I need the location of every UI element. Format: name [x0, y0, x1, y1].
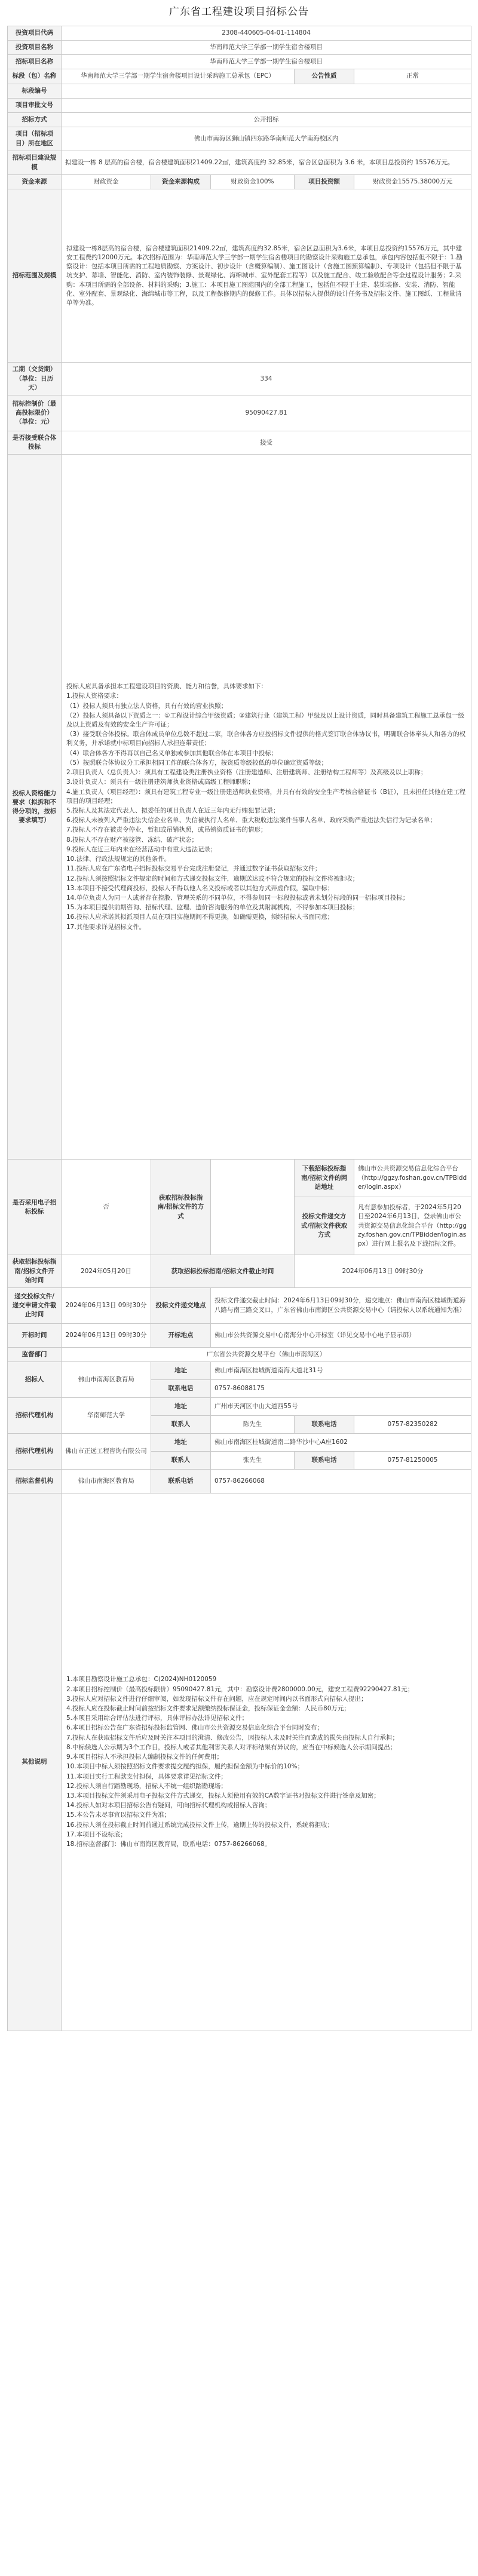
open-place-label: 开标地点: [151, 1324, 211, 1348]
approval-label: 项目审批文号: [8, 98, 62, 112]
row-control-price: [8, 395, 471, 431]
site: 佛山市南海区狮山镇四东路华南师范大学南海校区内: [62, 127, 471, 151]
section-name-label: 标段（包）名称: [8, 69, 62, 84]
elec-label: 是否采用电子招标投标: [8, 1160, 62, 1255]
qualification-lines: [66, 682, 466, 932]
row-submit: [8, 1288, 471, 1324]
agency-label: 招标代理机构: [8, 1398, 62, 1434]
scope-label: 招标范围及规模: [8, 189, 62, 363]
qualification-line: （3）接受联合体投标。联合体成员单位总数不超过二家，联合体各方应按招标文件提供的格式签订联合体协议书，明确联合体牵头人和各方的权利义务，并承诺就中标项目向招标人承担连带责任；: [66, 731, 466, 747]
status-value: 正常: [354, 69, 471, 84]
proxy-phone-label: 联系电话: [295, 1452, 354, 1470]
sup-contact: 0757-86266068: [211, 1470, 471, 1494]
scale-label: 招标项目建设规模: [8, 151, 62, 175]
notes-line: 4.投标人应在投标截止时间前按招标文件要求足额缴纳投标保证金，投标保证金金额：人民币80万元；: [66, 1705, 350, 1713]
notes-line: 6.本项目招标公告在广东省招标投标监管网、佛山市公共资源交易信息化综合平台同时发布；: [66, 1724, 324, 1732]
project-code-label: 投资项目代码: [8, 26, 62, 40]
row-sup: [8, 1470, 471, 1494]
submit-place-label: 投标文件递交地点: [151, 1288, 211, 1324]
row-proxy: [8, 1434, 471, 1452]
row-qualification: [8, 455, 471, 1160]
agency-phone: 0757-82350282: [354, 1416, 471, 1434]
row-supervise: [8, 1348, 471, 1362]
notes-lines: [66, 1675, 466, 1849]
notes-content: [62, 1494, 471, 2031]
tenderer-addr-label: 地址: [151, 1362, 211, 1380]
open-time: 2024年06月13日 09时30分: [62, 1324, 151, 1348]
row-notes: [8, 1494, 471, 2031]
duration-label: 工期（交货期）（单位：日历天）: [8, 363, 62, 395]
get-time-end: 2024年06月13日 09时30分: [295, 1255, 471, 1288]
tender-method-label: 招标方式: [8, 112, 62, 127]
approval: [62, 98, 471, 112]
row-open: [8, 1324, 471, 1348]
site-label: 项目（招标项目）所在地区: [8, 127, 62, 151]
qualification-line: 12.投标人须按照招标文件规定的时间和方式递交投标文件，逾期送达或不符合规定的投标文件将被拒收；: [66, 875, 359, 882]
control-price-label: 招标控制价（最高投标限价）（单位：元）: [8, 395, 62, 431]
notes-line: 18.招标监督部门：佛山市南海区教育局，联系电话：0757-86266068。: [66, 1841, 271, 1848]
submit-deadline-label: 递交投标文件/递交申请文件截止时间: [8, 1288, 62, 1324]
qualification-label: 投标人资格能力要求（拟拆和不得分项的，按标要求填写）: [8, 455, 62, 1160]
notes-line: 15.本公告未尽事宜以招标文件为准；: [66, 1811, 171, 1819]
supervise-value: 广东省公共资源交易平台（佛山市南海区）: [62, 1348, 471, 1362]
notes-line: 17.本项目不设标底；: [66, 1830, 127, 1838]
sup: 佛山市南海区教育局: [62, 1470, 151, 1494]
section-name: 华南师范大学三学部一期学生宿舍楼项目设计采购施工总承包（EPC）: [62, 69, 295, 84]
qualification-line: 2.项目负责人（总负责人）：须具有工程建设类注册执业资格（注册建造师、注册建筑师、注册结构工程师等）及高级及以上职称；: [66, 769, 427, 777]
scale: 拟建设一栋 8 层高的宿舍楼，宿舍楼建筑面积21409.22㎡，建筑高度约 32.85米，宿舍区总面积为 3.6 米，本项目总投资约 15576万元。: [62, 151, 471, 175]
fund-org-label: 资金来源构成: [151, 175, 211, 189]
project-code: 2308-440605-04-01-114804: [62, 26, 471, 40]
notes-line: 8.中标候选人公示期为3个工作日，投标人或者其他利害关系人对评标结果有异议的，应当在中标候选人公示期间提出；: [66, 1743, 397, 1751]
agency-addr: 广州市天河区中山大道西55号: [211, 1398, 471, 1416]
row-scale: [8, 151, 471, 175]
notes-line: 16.投标人须在投标截止时间前通过系统完成投标文件上传，逾期上传的投标文件，系统将拒收；: [66, 1821, 334, 1829]
proxy-label: 招标代理机构: [8, 1434, 62, 1470]
section-code-label: 标段编号: [8, 84, 62, 98]
sup-label: 招标监督机构: [8, 1470, 62, 1494]
qualification-line: 16.投标人应承诺其拟派项目人员在项目实施期间不得更换，如确需更换，须经招标人书面同意；: [66, 913, 334, 921]
agency-contact-label: 联系人: [151, 1416, 211, 1434]
qualification-line: 投标人应具备承担本工程建设项目的资质、能力和信誉，具体要求如下：: [66, 683, 267, 691]
notes-line: 7.投标人在获取招标文件后应及时关注本项目的澄清、修改公告，因投标人未及时关注而造成的损失由投标人自行承担；: [66, 1734, 399, 1741]
proxy: 佛山市正远工程咨询有限公司: [62, 1434, 151, 1470]
notes-line: 12.投标人须自行踏勘现场，招标人不统一组织踏勘现场；: [66, 1782, 227, 1790]
qualification-line: 1.投标人资格要求：: [66, 692, 123, 700]
qualification-line: 10.法律、行政法规规定的其他条件。: [66, 855, 171, 863]
get-time-label: 获取招标投标指南/招标文件开始时间: [8, 1255, 62, 1288]
sup-contact-label: 联系电话: [151, 1470, 211, 1494]
row-fund: [8, 175, 471, 189]
tender-project: 华南师范大学三学部一期学生宿舍楼项目: [62, 55, 471, 69]
notes-label: 其他说明: [8, 1494, 62, 2031]
control-price: 95090427.81: [62, 395, 471, 431]
notes-line: 3.投标人应对招标文件进行仔细审阅，如发现招标文件存在问题，应在规定时间内以书面形式向招标人提出；: [66, 1695, 367, 1703]
qualification-line: 11.投标人应在广东省电子招标投标交易平台完成注册登记，并通过数字证书获取招标文件；: [66, 865, 321, 873]
qualification-line: 6.投标人未被列入严重违法失信企业名单、失信被执行人名单、重大税收违法案件当事人名单、政府采购严重违法失信行为记录名单；: [66, 817, 437, 824]
qualification-line: （4）联合体各方不得再以自己名义单独或参加其他联合体在本项目中投标；: [66, 749, 278, 757]
row-tender-project: [8, 55, 471, 69]
qualification-line: （5）按照联合体协议分工承担相同工作的联合体各方，按资质等级较低的单位确定资质等级；: [66, 759, 328, 766]
row-tenderer: [8, 1362, 471, 1380]
tenderer-phone-label: 联系电话: [151, 1380, 211, 1398]
row-agency: [8, 1398, 471, 1416]
proxy-contact: 张先生: [211, 1452, 295, 1470]
scope: 拟建设一栋8层高的宿舍楼，宿舍楼建筑面积21409.22㎡，建筑高度约32.85米，宿舍区总面积为3.6米，本项目总投资约15576万元，其中建安工程费约12000万元。本次招标范围为：华南师范大学三学部一期学生宿舍楼项目的勘察设计采购施工总承包，承包内容包括但不限于：1.勘察设计：包括本项目所需的工程地质勘察、方案设计、初步设计（含概算编制）、施工图设计（含施工图预算编制）、专项设计（包括但不限于基坑支护、幕墙、智能化、消防、室内装饰装修、景观绿化、海绵城市、室外配套工程等）以及施工配合、竣工验收配合等全过程设计服务；2.采购：本项目所需的全部设备、材料的采购；3.施工：本项目施工图范围内的全部工程施工，包括但不限于土建、装饰装修、安装、消防、智能化、室外配套、景观绿化、海绵城市等工程，以及工程保修期内的保修工作。具体以招标人提供的设计任务书及招标文件、施工图纸、工程量清单等为准。: [62, 189, 471, 363]
project-name-label: 投资项目名称: [8, 40, 62, 54]
duration: 334: [62, 363, 471, 395]
qualification-line: 13.本项目不接受代理商投标，投标人不得以他人名义投标或者以其他方式弄虚作假，骗取中标；: [66, 884, 334, 892]
row-section-name: [8, 69, 471, 84]
tenderer-phone: 0757-86088175: [211, 1380, 471, 1398]
open-time-label: 开标时间: [8, 1324, 62, 1348]
row-project-name: [8, 40, 471, 54]
row-section-code: [8, 84, 471, 98]
submit-value: 凡有意参加投标者，于2024年5月20日至2024年6月13日，登录佛山市公共资源交易信息化综合平台（http://ggzy.foshan.gov.cn/TPBidder/login.aspx）进行网上报名及下载招标文件。: [354, 1197, 471, 1255]
status-label: 公告性质: [295, 69, 354, 84]
qualification-line: 7.投标人不存在被责令停业，暂扣或吊销执照，或吊销资质证书的情形；: [66, 826, 267, 834]
get-method-label: 获取招标投标指南/招标文件的方式: [151, 1160, 211, 1255]
row-approval: [8, 98, 471, 112]
notes-line: 10.本项目中标人须按照招标文件要求提交履约担保，履约担保金额为中标价的10%；: [66, 1763, 304, 1771]
section-code: [62, 84, 471, 98]
tenderer: 佛山市南海区教育局: [62, 1362, 151, 1398]
notes-line: 5.本项目采用综合评估法进行评标，具体评标办法详见招标文件；: [66, 1715, 249, 1722]
get-addr[interactable]: 佛山市公共资源交易信息化综合平台（http://ggzy.foshan.gov.cn/TPBidder/login.aspx）: [354, 1160, 471, 1197]
proxy-addr-label: 地址: [151, 1434, 211, 1452]
row-project-code: [8, 26, 471, 40]
invest-label: 项目投资额: [295, 175, 354, 189]
row-tender-method: [8, 112, 471, 127]
agency-addr-label: 地址: [151, 1398, 211, 1416]
proxy-contact-label: 联系人: [151, 1452, 211, 1470]
get-time-start: 2024年05月20日: [62, 1255, 151, 1288]
agency-contact: 陈先生: [211, 1416, 295, 1434]
submit-label: 投标文件递交方式/招标文件获取方式: [295, 1197, 354, 1255]
tender-project-label: 招标项目名称: [8, 55, 62, 69]
notes-line: 13.本项目投标文件须采用电子投标文件方式递交，投标人须使用有效的CA数字证书对投标文件进行签章及加密；: [66, 1792, 380, 1800]
invest: 财政资金15575.38000万元: [354, 175, 471, 189]
project-name: 华南师范大学三学部一期学生宿舍楼项目: [62, 40, 471, 54]
row-scope: [8, 189, 471, 363]
supervise-label: 监督部门: [8, 1348, 62, 1362]
get-method: [211, 1160, 295, 1255]
get-time-end-label: 获取招标投标指南/招标文件截止时间: [151, 1255, 295, 1288]
tenderer-label: 招标人: [8, 1362, 62, 1398]
row-get-time: [8, 1255, 471, 1288]
notes-line: 14.投标人如对本项目招标公告有疑问，可向招标代理机构或招标人咨询；: [66, 1802, 271, 1810]
qualification-line: 17.其他要求详见招标文件。: [66, 923, 146, 931]
elec-value: 否: [62, 1160, 151, 1255]
page-title: 广东省工程建设项目招标公告: [169, 6, 309, 18]
qualification-line: 3.设计负责人：须具有一级注册建筑师执业资格或高级工程师职称；: [66, 778, 255, 786]
submit-place: 投标文件递交截止时间：2024年6月13日09时30分，递交地点：佛山市南海区桂城街道海八路与南三路交叉口，广东省佛山市南海区公共资源交易中心（请投标人以系统通知为准）: [211, 1288, 471, 1324]
joint: 接受: [62, 431, 471, 455]
joint-label: 是否接受联合体投标: [8, 431, 62, 455]
notes-line: 11.本项目实行工程款支付担保，具体要求详见招标文件；: [66, 1772, 227, 1780]
row-platform: [8, 1160, 471, 1197]
qualification-line: 9.投标人在近三年内未在经营活动中有重大违法记录；: [66, 845, 217, 853]
announcement-table: [7, 26, 471, 2032]
fund-source: 财政资金: [62, 175, 151, 189]
tenderer-addr: 佛山市南海区桂城街道南海大道北31号: [211, 1362, 471, 1380]
qualification-line: 5.投标人及其法定代表人、拟委任的项目负责人在近三年内无行贿犯罪记录；: [66, 806, 280, 814]
agency: 华南师范大学: [62, 1398, 151, 1434]
qualification-line: （1）投标人须具有独立法人资格，具有有效的营业执照；: [66, 702, 228, 710]
open-place: 佛山市公共资源交易中心南海分中心开标室（详见交易中心电子显示屏）: [211, 1324, 471, 1348]
row-duration: [8, 363, 471, 395]
agency-phone-label: 联系电话: [295, 1416, 354, 1434]
get-addr-label: 下载招标投标指南/招标文件的网站地址: [295, 1160, 354, 1197]
qualification-line: 4.施工负责人（项目经理）：须具有建筑工程专业一级注册建造师执业资格，并具有有效的安全生产考核合格证书（B证），且未担任其他在建工程项目的项目经理；: [66, 788, 466, 805]
qualification-line: （2）投标人须具备以下资质之一：①工程设计综合甲级资质；②建筑行业（建筑工程）甲级及以上设计资质，同时具备建筑工程施工总承包一级及以上资质及有效的安全生产许可证；: [66, 712, 465, 729]
qualification-content: [62, 455, 471, 1160]
notes-line: 2.本项目招标控制价（最高投标限价）95090427.81元，其中：勘察设计费2800000.00元，建安工程费92290427.81元；: [66, 1685, 414, 1693]
submit-deadline: 2024年06月13日 09时30分: [62, 1288, 151, 1324]
tender-method: 公开招标: [62, 112, 471, 127]
fund-source-label: 资金来源: [8, 175, 62, 189]
notes-line: 9.本项目招标人不承担投标人编制投标文件的任何费用；: [66, 1753, 223, 1761]
qualification-line: 8.投标人不存在财产被接管、冻结、破产状态；: [66, 836, 198, 844]
notes-line: 1.本项目勘察设计施工总承包：C(2024)NH0120059: [66, 1676, 217, 1683]
fund-org: 财政资金100%: [211, 175, 295, 189]
qualification-line: 15.为本项目提供前期咨询、招标代理、监理、造价咨询服务的单位及其附属机构，不得参加本项目投标；: [66, 904, 359, 912]
row-joint: [8, 431, 471, 455]
proxy-addr: 佛山市南海区桂城街道南二路华沙中心A座1602: [211, 1434, 471, 1452]
qualification-line: 14.单位负责人为同一人或者存在控股、管理关系的不同单位，不得参加同一标段投标或者未划分标段的同一招标项目投标；: [66, 894, 409, 901]
row-site: [8, 127, 471, 151]
proxy-phone: 0757-81250005: [354, 1452, 471, 1470]
